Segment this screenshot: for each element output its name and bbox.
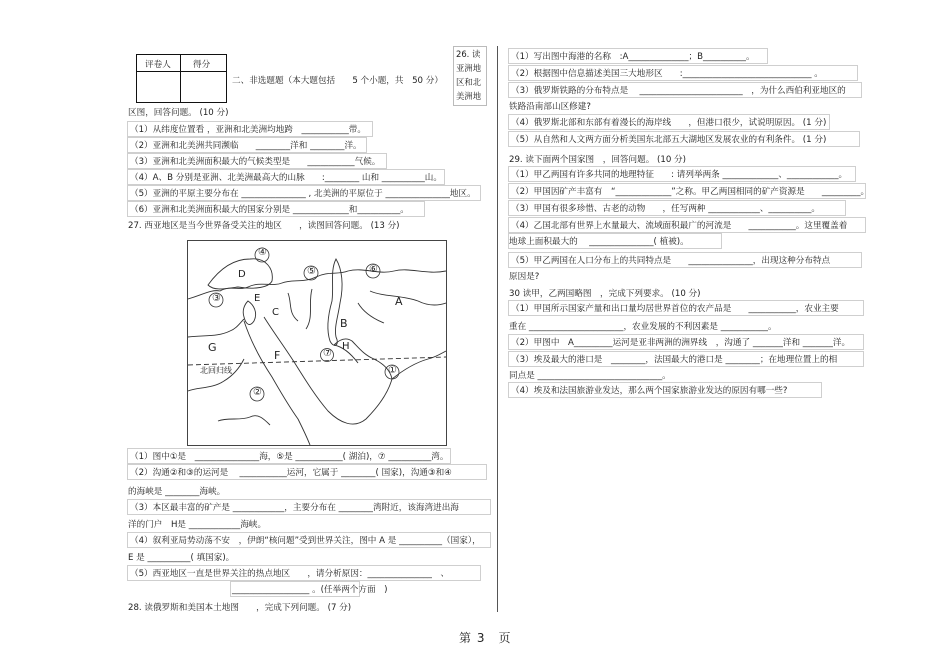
q27-item: （3）本区最丰富的矿产是 ____________，主要分布在 ________湾附近，该海湾进出海 (130, 503, 459, 513)
score-header: 得分 (193, 60, 211, 70)
q30-item: （1）甲国所示国家产量和出口量均居世界首位的农产品是 ___________，农业主要 (511, 304, 839, 314)
q29-item: （1）甲乙两国有许多共同的地理特征 : 请列举两条 _____________、____________。 (511, 170, 848, 180)
q29-stem: 29. 读下面两个国家图 ，回答问题。 (10 分) (509, 155, 687, 165)
q26-item: （2）亚洲和北美洲共同濒临 ________洋和 ________洋。 (130, 141, 362, 151)
table-divider (180, 55, 181, 102)
map-label-6: ⑥ (369, 264, 378, 275)
q30-item: （3）埃及最大的港口是 ________，法国最大的港口是 ________；在地理位置上的相 (511, 355, 838, 365)
map-label-5: ⑤ (307, 266, 316, 277)
map-label-D: D (238, 269, 246, 280)
q26-item: （1）从纬度位置看 ，亚洲和北美洲均地跨 ___________带。 (130, 125, 366, 135)
q29-item: （2）甲国因矿产丰富有 “_____________”之称。甲乙两国相同的矿产资源是 _________。 (511, 187, 870, 197)
q27-item: 的海峡是 ________海峡。 (128, 487, 226, 497)
map-label-G: G (208, 341, 217, 354)
map-label-B: B (340, 317, 348, 330)
q28-item: （2）根据图中信息描述美国三大地形区 :______________________________ 。 (511, 69, 823, 79)
q30-item: 同点是 _____________________________。 (509, 371, 671, 381)
q27-item: E 是 __________( 填国家)。 (128, 553, 235, 563)
q29-item: （4）乙国北部有世界上水量最大、流域面积最广的河流是 ___________。这里覆盖着 (511, 221, 848, 231)
map-label-F: F (274, 349, 281, 362)
q28-item: （3）俄罗斯铁路的分布特点是 ________________________ ，为什么西伯利亚地区的 (511, 86, 846, 96)
q27-item: （4）叙利亚局势动荡不安 ，伊朗“核问题”受到世界关注，图中 A 是 __________（国家）， (130, 536, 481, 546)
map-label-3: ③ (212, 293, 221, 304)
q27-item: （1）图中①是 _______________海，⑤是 ___________( 湖泊)，⑦ __________湾。 (130, 452, 449, 462)
q26-stem-line: 区和北 (456, 77, 482, 87)
map-drawing (188, 241, 446, 445)
q27-item: __________________ 。(任举两个方面 ) (232, 585, 388, 595)
section-title: 二、非选题题（本大题包括 5 个小题，共 50 分） (232, 76, 443, 86)
score-table (136, 54, 227, 103)
q26-item: （5）亚洲的平原主要分布在 _______________ , 北美洲的平原位于 _______________地区。 (130, 189, 476, 199)
q29-item: 地球上面积最大的 _______________( 植被)。 (509, 237, 689, 247)
q27-item: 洋的门户 H是 ____________海峡。 (128, 520, 267, 530)
page-number: 第 3 页 (459, 631, 512, 645)
q29-item: （3）甲国有很多珍惜、古老的动物 ，任写两种 ____________、__________。 (511, 204, 820, 214)
q27-stem: 27. 西亚地区是当今世界备受关注的地区 ，读图回答问题。 (13 分) (128, 221, 400, 231)
grader-header: 评卷人 (145, 60, 171, 70)
q30-stem: 30 读甲，乙两国略图 ，完成下列要求。 (10 分) (509, 289, 701, 299)
map-label-C: C (272, 307, 279, 318)
q30-item: （2）甲图中 A_________运河是亚非两洲的洲界线 ，沟通了 _______洋和 _______洋。 (511, 338, 851, 348)
column-divider (497, 46, 498, 612)
q28-stem: 28. 读俄罗斯和美国本土地图 ，完成下列问题。 (7 分) (128, 603, 352, 613)
q26-stem-line: 26. 读 (456, 49, 481, 59)
map-label-H: H (342, 341, 350, 352)
q26-stem-line: 亚洲地 (456, 63, 482, 73)
map-label-E: E (254, 293, 261, 304)
q29-item: 原因是? (509, 272, 540, 282)
q26-stem: 区图，回答问题。 (10 分) (128, 108, 229, 118)
q26-item: （6）亚洲和北美洲面积最大的国家分别是 _____________和__________。 (130, 205, 409, 215)
q26-stem-line: 美洲地 (456, 91, 482, 101)
q28-item: （4）俄罗斯北部和东部有着漫长的海岸线 ，但港口很少，试说明原因。 (1 分) (511, 118, 827, 128)
map-label-4: ④ (258, 247, 267, 258)
map-label-tropic: 北回归线 (200, 366, 232, 375)
west-asia-map (187, 240, 447, 446)
q28-item: 铁路沿南部山区修建? (509, 102, 591, 112)
q30-item: 重在 ______________________，农业发展的不利因素是 ___________。 (509, 322, 777, 332)
q27-item: （2）沟通②和③的运河是 ___________运河，它属于 ________( 国家)，沟通③和④ (130, 468, 452, 478)
q30-item: （4）埃及和法国旅游业发达，那么两个国家旅游业发达的原因有哪一些? (511, 386, 788, 396)
q28-item: （5）从自然和人文两方面分析美国东北部五大湖地区发展农业的有利条件。 (1 分) (511, 135, 827, 145)
q29-item: （5）甲乙两国在人口分布上的共同特点是 _______________，出现这种分布特点 (511, 256, 831, 266)
q26-stem-box (453, 46, 487, 106)
q28-item: （1）写出图中海港的名称 :A______________；B__________。 (511, 52, 755, 62)
map-label-7: ⑦ (323, 348, 332, 359)
map-label-A: A (395, 295, 403, 308)
map-label-2: ② (253, 387, 262, 398)
map-label-1: ① (388, 365, 397, 376)
q26-item: （3）亚洲和北美洲面积最大的气候类型是 ___________气候。 (130, 157, 381, 167)
q26-item: （4）A、B 分别是亚洲、北美洲最高大的山脉 :________ 山和 __________山。 (130, 173, 442, 183)
table-divider (137, 71, 226, 72)
q27-item: （5）西亚地区一直是世界关注的热点地区 ，请分析原因：_______________ 、 (130, 569, 450, 579)
